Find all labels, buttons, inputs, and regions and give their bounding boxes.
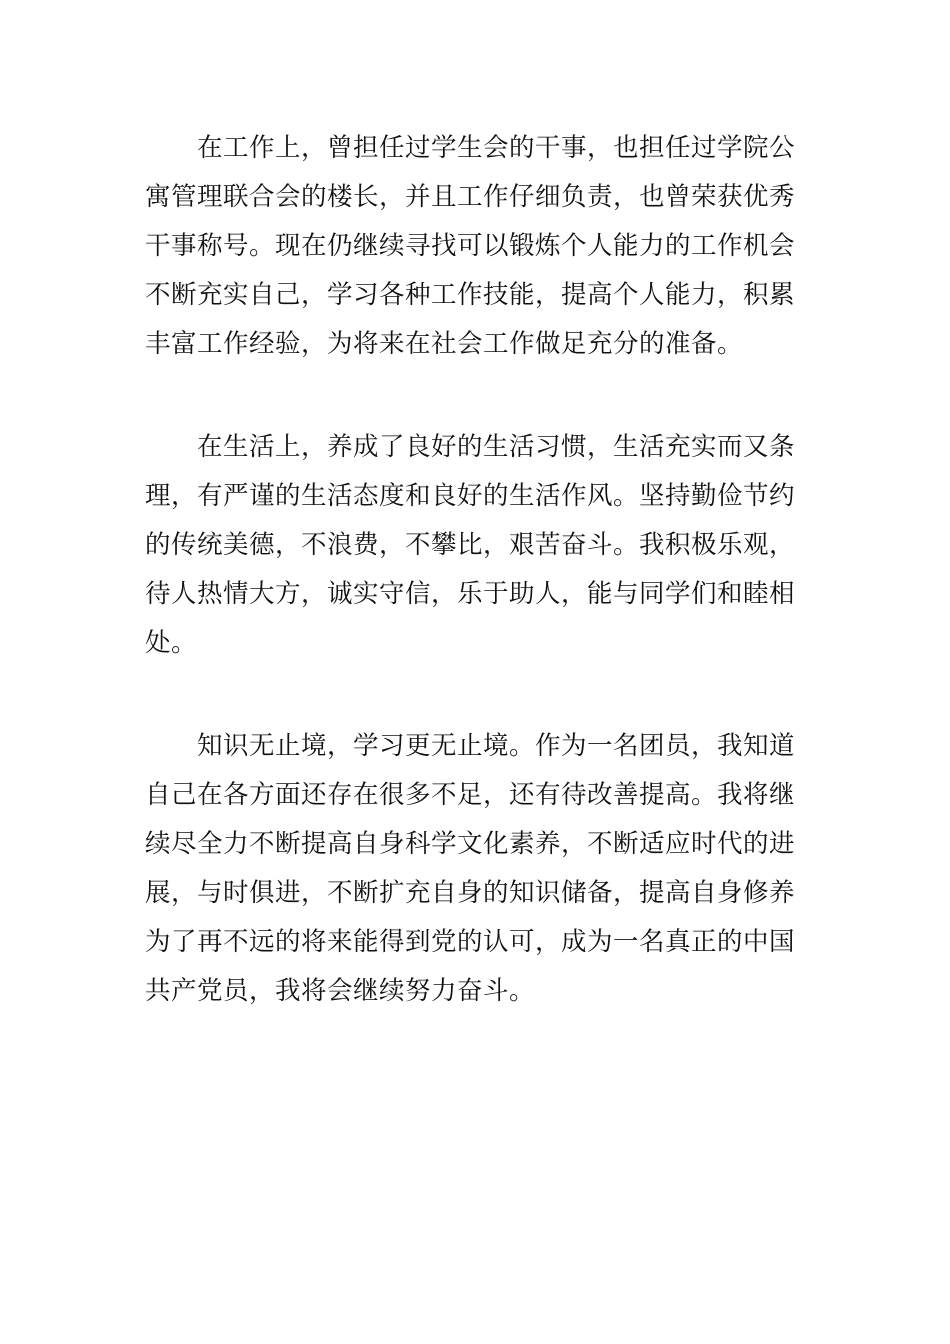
paragraph-line: 理，有严谨的生活态度和良好的生活作风。坚持勤俭节约 bbox=[145, 481, 796, 511]
paragraph-line: 在工作上，曾担任过学生会的干事，也担任过学院公 bbox=[197, 133, 796, 163]
paragraph-knowledge bbox=[145, 722, 825, 1016]
paragraph-line: 待人热情大方，诚实守信，乐于助人，能与同学们和睦相 bbox=[145, 579, 796, 609]
paragraph-line: 的传统美德，不浪费，不攀比，艰苦奋斗。我积极乐观， bbox=[145, 530, 796, 560]
paragraph-line: 续尽全力不断提高自身科学文化素养，不断适应时代的进 bbox=[145, 829, 796, 859]
paragraph-line: 自己在各方面还存在很多不足，还有待改善提高。我将继 bbox=[145, 780, 796, 810]
paragraph-line: 共产党员，我将会继续努力奋斗。 bbox=[145, 976, 536, 1006]
paragraph-life bbox=[145, 423, 825, 668]
paragraph-line: 丰富工作经验，为将来在社会工作做足充分的准备。 bbox=[145, 329, 744, 359]
paragraph-line: 不断充实自己，学习各种工作技能，提高个人能力，积累 bbox=[145, 280, 796, 310]
paragraph-line: 知识无止境，学习更无止境。作为一名团员，我知道 bbox=[197, 731, 796, 761]
paragraph-line: 在生活上，养成了良好的生活习惯，生活充实而又条 bbox=[197, 432, 796, 462]
paragraph-line: 处。 bbox=[145, 628, 198, 658]
paragraph-line: 展，与时俱进，不断扩充自身的知识储备，提高自身修养 bbox=[145, 878, 796, 908]
paragraph-line: 干事称号。现在仍继续寻找可以锻炼个人能力的工作机会 bbox=[145, 231, 796, 261]
paragraph-line: 为了再不远的将来能得到党的认可，成为一名真正的中国 bbox=[145, 927, 796, 957]
paragraph-line: 寓管理联合会的楼长，并且工作仔细负责，也曾荣获优秀 bbox=[145, 182, 796, 212]
paragraph-work bbox=[145, 124, 825, 369]
